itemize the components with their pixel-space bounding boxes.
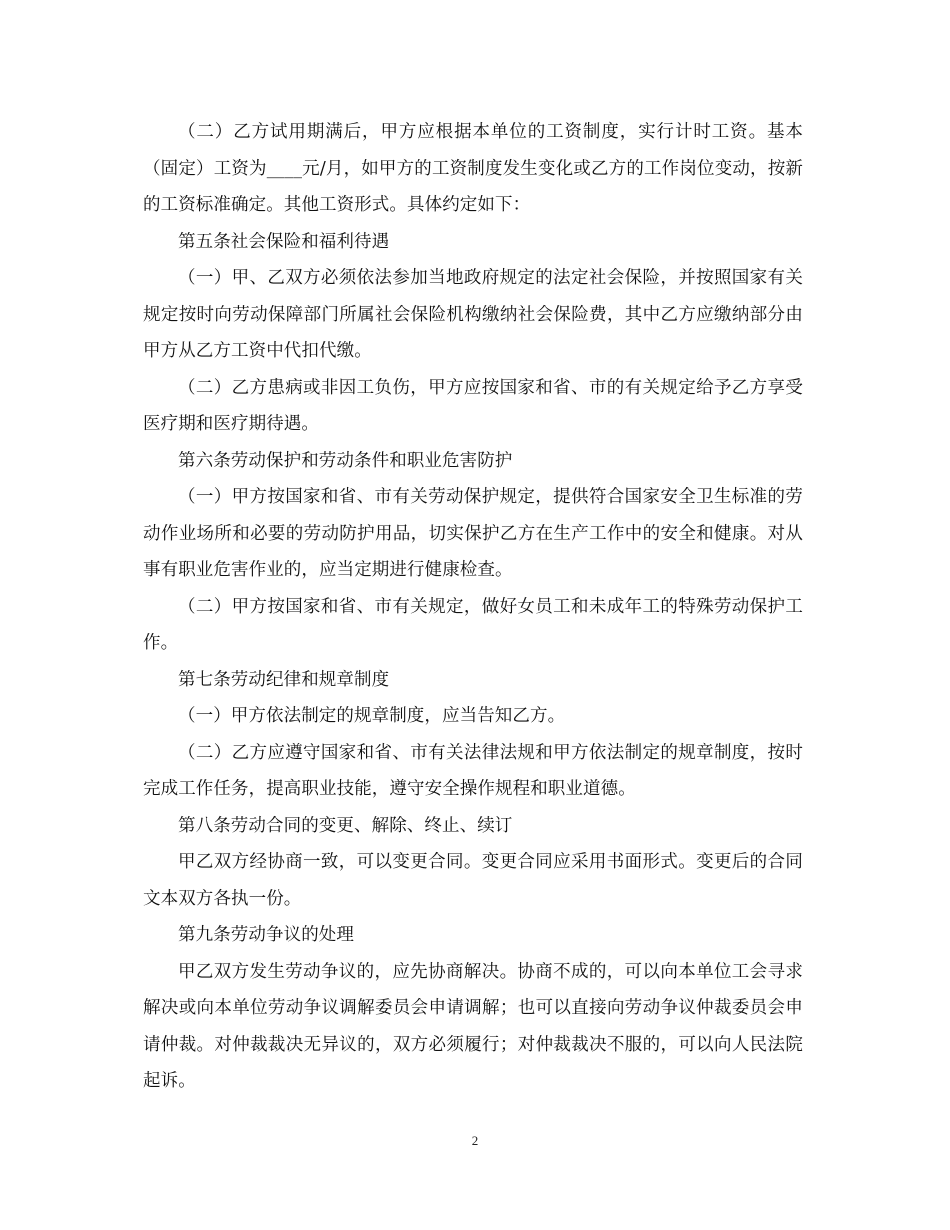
paragraph-article5-clause2: （二）乙方患病或非因工负伤，甲方应按国家和省、市的有关规定给予乙方享受医疗期和医疗期待遇。 xyxy=(143,377,803,434)
document-body xyxy=(143,114,803,1100)
paragraph-article5-clause1: （一）甲、乙双方必须依法参加当地政府规定的法定社会保险，并按照国家有关规定按时向劳动保障部门所属社会保险机构缴纳社会保险费，其中乙方应缴纳部分由甲方从乙方工资中代扣代缴。 xyxy=(143,268,803,361)
paragraph-article9-body: 甲乙双方发生劳动争议的，应先协商解决。协商不成的，可以向本单位工会寻求解决或向本单位劳动争议调解委员会申请调解；也可以直接向劳动争议仲裁委员会申请仲裁。对仲裁裁决无异议的，双方必须履行；对仲裁裁决不服的，可以向人民法院起诉。 xyxy=(143,961,803,1091)
paragraph-article6-clause2: （二）甲方按国家和省、市有关规定，做好女员工和未成年工的特殊劳动保护工作。 xyxy=(143,596,803,653)
paragraph-article4-clause2: （二）乙方试用期满后，甲方应根据本单位的工资制度，实行计时工资。基本（固定）工资为____元/月，如甲方的工资制度发生变化或乙方的工作岗位变动，按新的工资标准确定。其他工资形式。具体约定如下： xyxy=(143,122,803,215)
article5-heading: 第五条社会保险和福利待遇 xyxy=(178,231,390,252)
article8-heading: 第八条劳动合同的变更、解除、终止、续订 xyxy=(178,815,513,836)
article9-heading: 第九条劳动争议的处理 xyxy=(178,925,354,945)
article7-heading: 第七条劳动纪律和规章制度 xyxy=(178,669,390,690)
page-number: 2 xyxy=(471,1133,479,1148)
paragraph-article7-clause1: （一）甲方依法制定的规章制度，应当告知乙方。 xyxy=(178,706,566,726)
paragraph-article7-clause2: （二）乙方应遵守国家和省、市有关法律法规和甲方依法制定的规章制度，按时完成工作任务，提高职业技能，遵守安全操作规程和职业道德。 xyxy=(143,742,803,799)
paragraph-article6-clause1: （一）甲方按国家和省、市有关劳动保护规定，提供符合国家安全卫生标准的劳动作业场所和必要的劳动防护用品，切实保护乙方在生产工作中的安全和健康。对从事有职业危害作业的，应当定期进行健康检查。 xyxy=(143,487,803,580)
paragraph-article8-body: 甲乙双方经协商一致，可以变更合同。变更合同应采用书面形式。变更后的合同文本双方各执一份。 xyxy=(143,852,803,909)
article6-heading: 第六条劳动保护和劳动条件和职业危害防护 xyxy=(178,450,513,471)
